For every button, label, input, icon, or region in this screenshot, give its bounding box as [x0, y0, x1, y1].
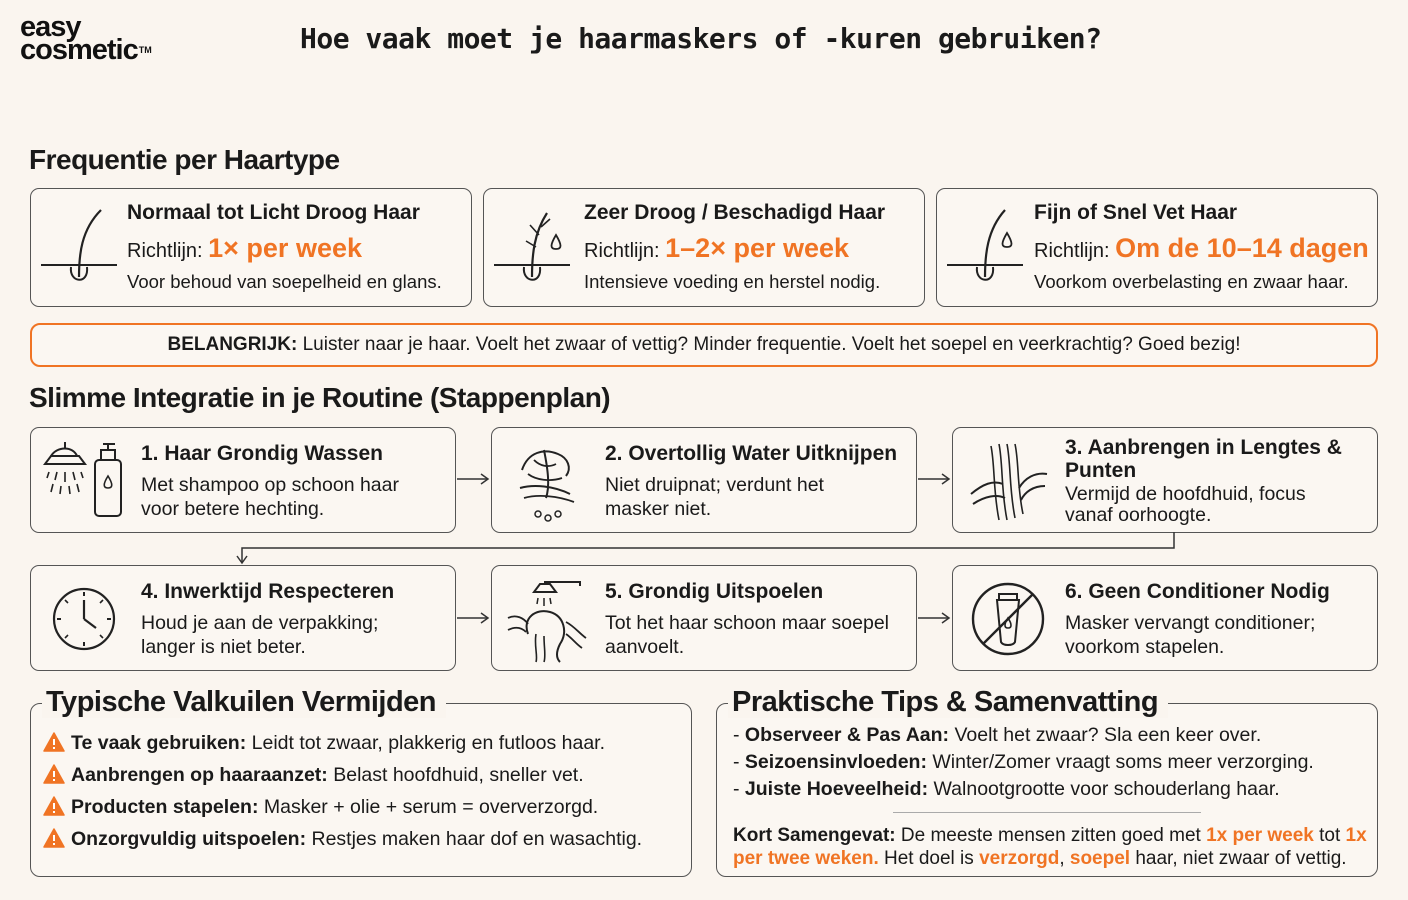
pitfalls-heading: Typische Valkuilen Vermijden: [42, 686, 446, 718]
summary: [733, 824, 1373, 870]
pitfall-item: [43, 732, 605, 755]
applying-hands-icon: [969, 440, 1049, 525]
guideline-label: Richtlijn:: [127, 240, 209, 262]
pitfall-bold: Te vaak gebruiken:: [71, 732, 247, 754]
tips-heading: Praktische Tips & Samenvatting: [728, 686, 1168, 718]
logo-line-1: easy: [20, 11, 81, 43]
summary-text: ,: [1059, 848, 1070, 869]
step-title: 5. Grondig Uitspoelen: [605, 580, 824, 603]
step-desc: Tot het haar schoon maar soepel aanvoelt.: [605, 612, 890, 658]
arrow-step-5-to-6: [918, 611, 952, 625]
step-desc: Niet druipnat; verdunt het masker niet.: [605, 474, 824, 520]
pitfall-bold: Producten stapelen:: [71, 796, 259, 818]
summary-highlight: 1x per week: [1206, 825, 1314, 846]
warning-icon: [43, 828, 65, 848]
step-desc: Masker vervangt conditioner; voorkom stapelen.: [1065, 612, 1316, 658]
pitfall-text: Masker + olie + serum = oververzorgd.: [258, 796, 599, 818]
hair-type-card-dry: [483, 188, 925, 307]
step-title: 2. Overtollig Water Uitknijpen: [605, 442, 898, 465]
tip-text: Voelt het zwaar? Sla een keer over.: [949, 724, 1262, 746]
pitfall-text: Belast hoofdhuid, sneller vet.: [327, 764, 584, 786]
no-conditioner-icon: [969, 580, 1047, 658]
pitfall-item: [43, 764, 584, 787]
tip-bold: Juiste Hoeveelheid:: [744, 778, 929, 800]
guideline: [1034, 233, 1369, 264]
summary-highlight: verzorgd: [979, 848, 1060, 869]
guideline-label: Richtlijn:: [1034, 240, 1116, 262]
hair-type-card-oily: [936, 188, 1378, 307]
tip-item: [733, 751, 1314, 774]
hair-type-title: Normaal tot Licht Droog Haar: [127, 201, 420, 224]
guideline-value: 1× per week: [208, 233, 362, 263]
arrow-step-1-to-2: [457, 472, 491, 486]
important-text: Luister naar je haar. Voelt het zwaar of vettig? Minder frequentie. Voelt het soepel en veerkrachtig? Goed bezig!: [297, 334, 1241, 355]
step-card-1: [30, 427, 456, 533]
shower-shampoo-icon: [43, 442, 133, 522]
arrow-row-connector: [232, 532, 1182, 566]
tips-box: [716, 703, 1378, 877]
pitfalls-box: [30, 703, 692, 877]
guideline-value: Om de 10–14 dagen: [1115, 233, 1369, 263]
rinsing-icon: [506, 574, 590, 664]
oily-hair-icon: [945, 205, 1025, 295]
easy-cosmetic-logo: [20, 11, 152, 66]
step-card-4: [30, 565, 456, 671]
pitfall-item: [43, 828, 642, 851]
hair-type-desc: Voorkom overbelasting en zwaar haar.: [1034, 271, 1349, 292]
guideline-label: Richtlijn:: [584, 240, 666, 262]
step-title: 6. Geen Conditioner Nodig: [1065, 580, 1330, 603]
summary-text: tot: [1313, 825, 1346, 846]
tips-divider: [893, 812, 1201, 813]
frequency-heading: Frequentie per Haartype: [29, 144, 340, 175]
wringing-hands-icon: [514, 440, 584, 525]
tip-prefix: -: [733, 724, 745, 746]
hair-strand-icon: [39, 205, 119, 295]
important-banner: [30, 323, 1378, 367]
pitfall-bold: Aanbrengen op haaraanzet:: [71, 764, 328, 786]
tip-bold: Observeer & Pas Aan:: [744, 724, 950, 746]
logo-trademark: TM: [138, 45, 152, 55]
step-title: 3. Aanbrengen in Lengtes & Punten: [1065, 436, 1342, 482]
warning-icon: [43, 796, 65, 816]
guideline: [127, 233, 362, 264]
summary-text: haar, niet zwaar of vettig.: [1130, 848, 1347, 869]
arrow-step-2-to-3: [918, 472, 952, 486]
warning-icon: [43, 732, 65, 752]
pitfall-text: Leidt tot zwaar, plakkerig en futloos haar.: [246, 732, 606, 754]
arrow-step-4-to-5: [457, 611, 491, 625]
tip-text: Winter/Zomer vraagt soms meer verzorging.: [926, 751, 1314, 773]
damaged-hair-icon: [492, 205, 572, 295]
guideline-value: 1–2× per week: [665, 233, 850, 263]
important-label: BELANGRIJK:: [167, 334, 298, 355]
hair-type-title: Fijn of Snel Vet Haar: [1034, 201, 1238, 224]
hair-type-desc: Voor behoud van soepelheid en glans.: [127, 271, 442, 292]
step-card-3: [952, 427, 1378, 533]
hair-type-title: Zeer Droog / Beschadigd Haar: [584, 201, 886, 224]
step-desc: Houd je aan de verpakking; langer is niet beter.: [141, 612, 379, 658]
page-title: Hoe vaak moet je haarmaskers of -kuren gebruiken?: [300, 22, 1102, 55]
step-card-2: [491, 427, 917, 533]
step-card-6: [952, 565, 1378, 671]
tip-bold: Seizoensinvloeden:: [744, 751, 927, 773]
summary-highlight: 1x per twee weken.: [733, 825, 1367, 869]
step-title: 4. Inwerktijd Respecteren: [141, 580, 395, 603]
tip-item: [733, 778, 1280, 801]
tip-prefix: -: [733, 778, 745, 800]
step-title: 1. Haar Grondig Wassen: [141, 442, 383, 465]
logo-line-2: [20, 34, 152, 66]
tip-text: Walnootgrootte voor schouderlang haar.: [928, 778, 1280, 800]
clock-icon: [51, 586, 117, 652]
step-desc: Met shampoo op schoon haar voor betere hechting.: [141, 474, 399, 520]
step-desc: Vermijd de hoofdhuid, focus vanaf oorhoogte.: [1065, 483, 1306, 526]
hair-type-card-normal: [30, 188, 472, 307]
hair-type-desc: Intensieve voeding en herstel nodig.: [584, 271, 881, 292]
tip-item: [733, 724, 1261, 747]
summary-text: De meeste mensen zitten goed met: [895, 825, 1207, 846]
summary-highlight: soepel: [1069, 848, 1131, 869]
summary-label: Kort Samengevat:: [733, 825, 896, 846]
routine-heading: Slimme Integratie in je Routine (Stappenplan): [29, 382, 611, 413]
logo-word: cosmetic: [20, 34, 138, 66]
guideline: [584, 233, 849, 264]
summary-text: Het doel is: [878, 848, 980, 869]
tip-prefix: -: [733, 751, 745, 773]
warning-icon: [43, 764, 65, 784]
step-card-5: [491, 565, 917, 671]
pitfall-text: Restjes maken haar dof en wasachtig.: [306, 828, 643, 850]
pitfall-item: [43, 796, 598, 819]
pitfall-bold: Onzorgvuldig uitspoelen:: [71, 828, 307, 850]
